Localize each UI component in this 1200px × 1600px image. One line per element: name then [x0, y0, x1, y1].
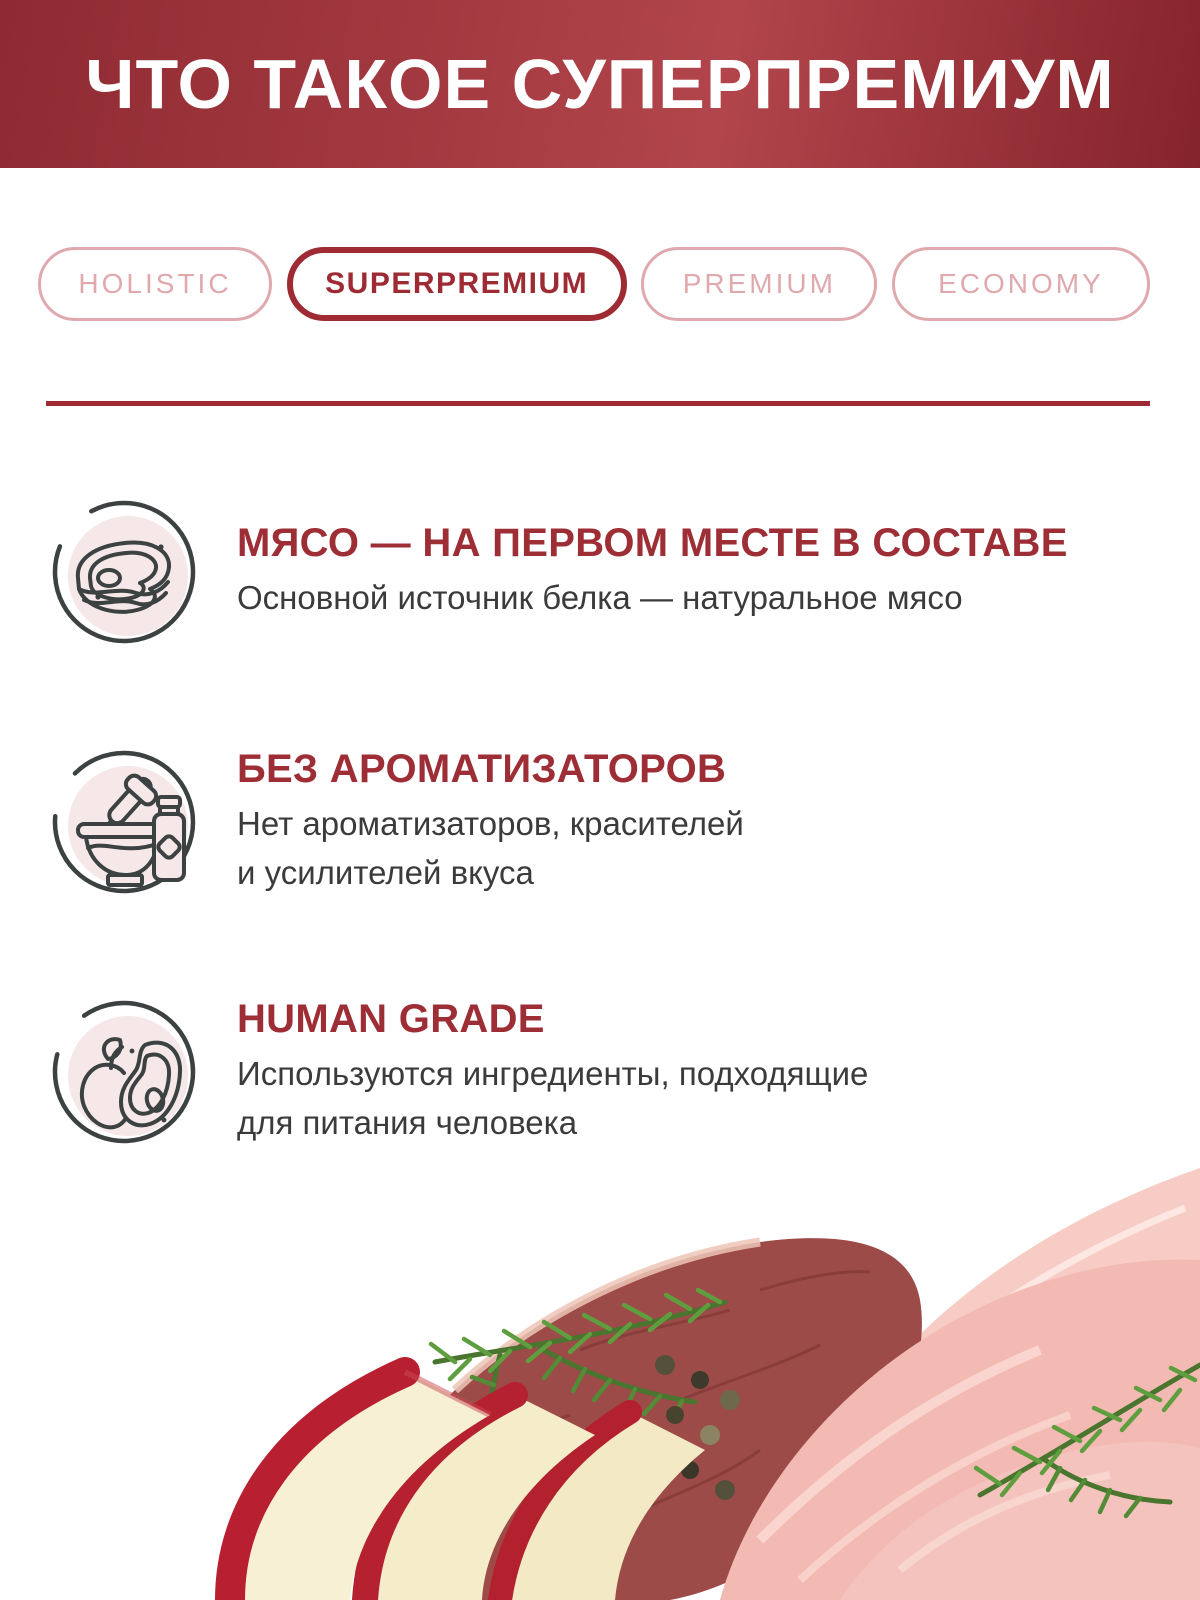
feature-title: БЕЗ АРОМАТИЗАТОРОВ: [237, 746, 727, 791]
header-banner: [0, 0, 1200, 168]
description-line: Основной источник белка — натуральное мясо: [237, 579, 963, 617]
tab-superpremium[interactable]: SUPERPREMIUM: [287, 247, 627, 321]
steak-icon: [48, 494, 198, 649]
tab-holistic[interactable]: HOLISTIC: [38, 247, 272, 321]
no-additives-icon: [48, 744, 198, 899]
feature-title: HUMAN GRADE: [237, 996, 545, 1041]
tab-economy[interactable]: ECONOMY: [892, 247, 1150, 321]
divider: [46, 401, 1150, 406]
feature-meat-first: [48, 494, 1158, 649]
description-line: Нет ароматизаторов, красителей: [237, 804, 744, 842]
feature-description: [237, 800, 744, 898]
tab-bar: [38, 247, 1150, 321]
feature-text: [237, 746, 744, 898]
feature-description: [237, 1050, 868, 1148]
page-title: ЧТО ТАКОЕ СУПЕРПРЕМИУМ: [85, 45, 1115, 123]
description-line: и усилителей вкуса: [237, 853, 534, 891]
feature-text: [237, 520, 1068, 623]
human-grade-icon: [48, 994, 198, 1149]
tab-premium[interactable]: PREMIUM: [641, 247, 877, 321]
description-line: для питания человека: [237, 1103, 578, 1141]
feature-text: [237, 996, 868, 1148]
feature-description: [237, 574, 1068, 623]
feature-no-additives: [48, 744, 1158, 899]
feature-human-grade: [48, 994, 1158, 1149]
product-photo: [200, 1150, 1200, 1600]
raw-meat-photo: [200, 1150, 1200, 1600]
description-line: Используются ингредиенты, подходящие: [237, 1054, 869, 1092]
feature-title: МЯСО — НА ПЕРВОМ МЕСТЕ В СОСТАВЕ: [237, 521, 1068, 566]
